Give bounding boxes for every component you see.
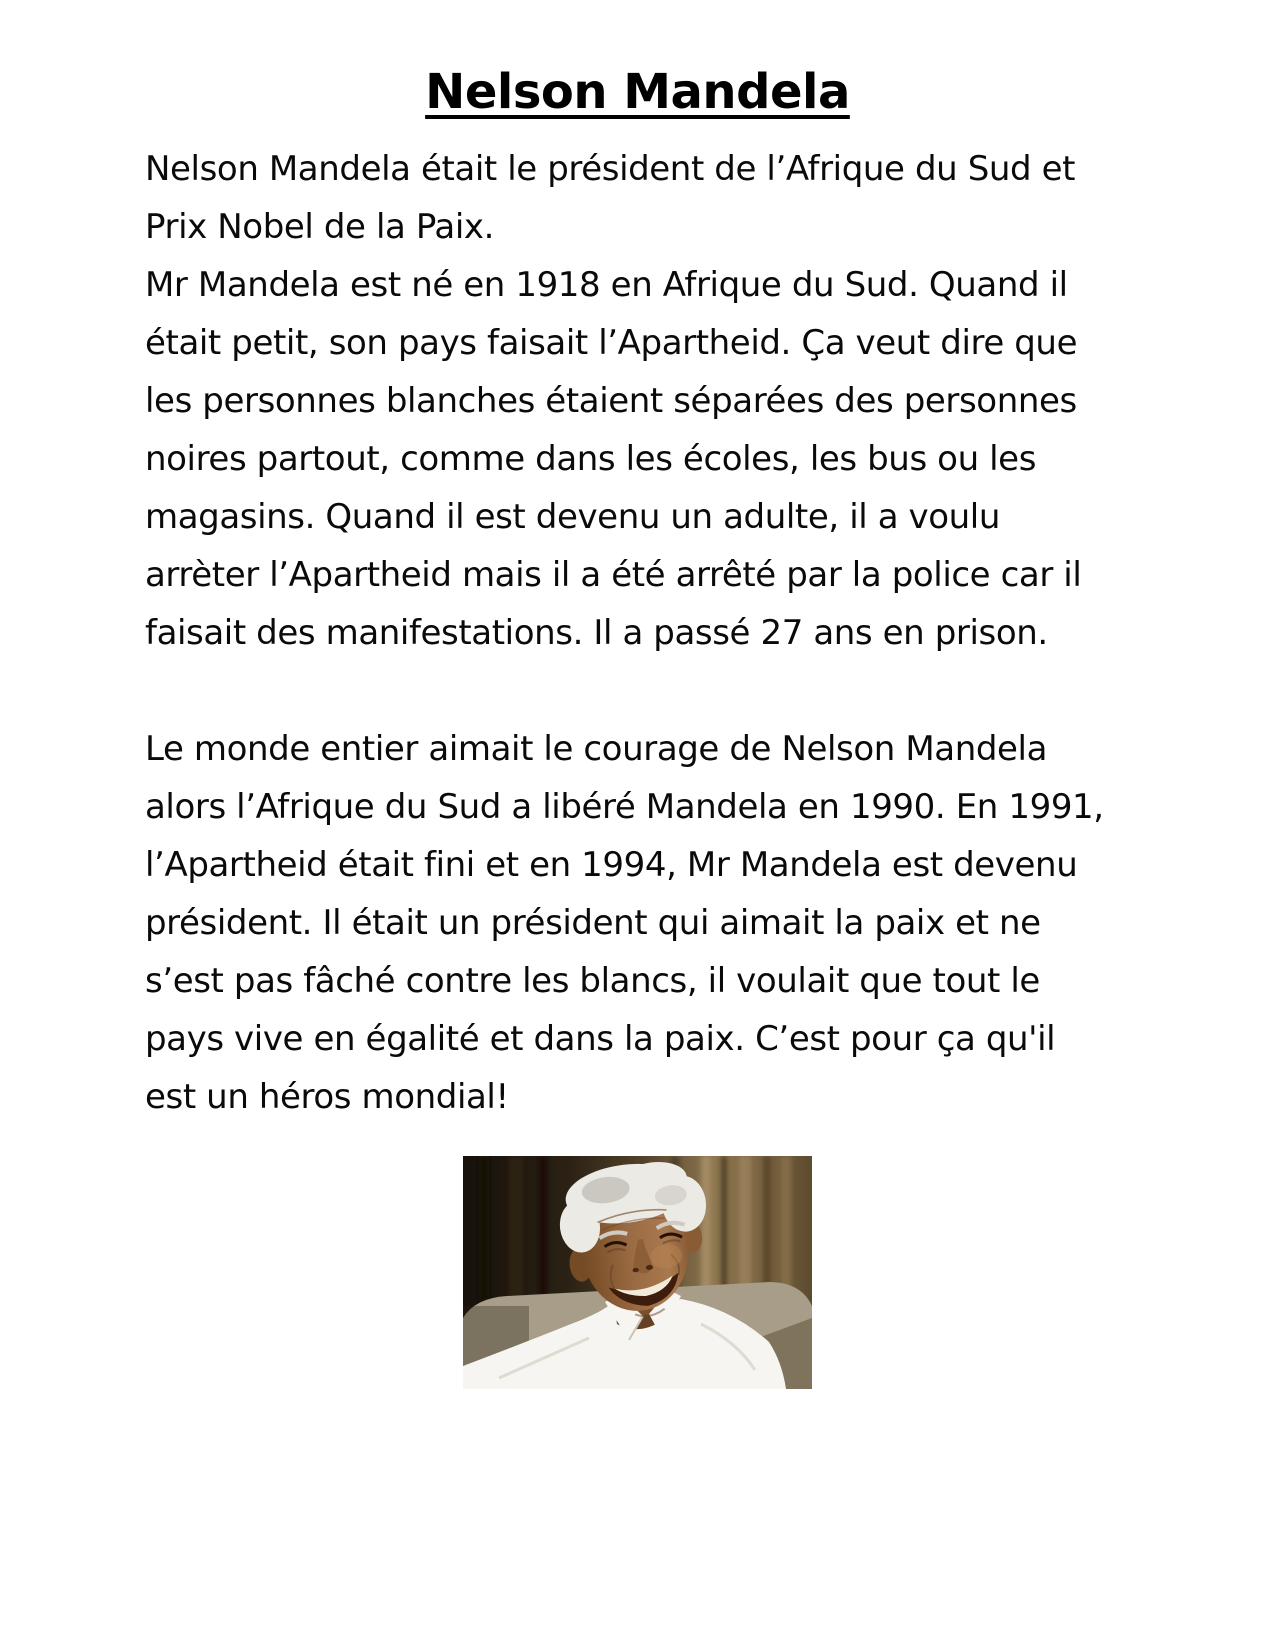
- text-line: noires partout, comme dans les écoles, les bus ou les: [145, 439, 1037, 479]
- text-line: Prix Nobel de la Paix.: [145, 207, 495, 247]
- text-line: alors l’Afrique du Sud a libéré Mandela en 1990. En 1991,: [145, 787, 1104, 827]
- text-line: président. Il était un président qui aimait la paix et ne: [145, 903, 1041, 943]
- text-line: faisait des manifestations. Il a passé 27 ans en prison.: [145, 613, 1048, 653]
- text-line: Le monde entier aimait le courage de Nelson Mandela: [145, 729, 1048, 769]
- text-line: était petit, son pays faisait l’Apartheid. Ça veut dire que: [145, 323, 1078, 363]
- text-line: est un héros mondial!: [145, 1077, 509, 1117]
- body-text: [145, 140, 1155, 1126]
- mandela-photo-graphic: [463, 1156, 812, 1389]
- blank-line: [145, 662, 1155, 720]
- mandela-photo: [463, 1156, 812, 1389]
- text-line: Nelson Mandela était le président de l’Afrique du Sud et: [145, 149, 1076, 189]
- text-line: magasins. Quand il est devenu un adulte, il a voulu: [145, 497, 1001, 537]
- text-line: s’est pas fâché contre les blancs, il voulait que tout le: [145, 961, 1040, 1001]
- page-title: Nelson Mandela: [425, 64, 850, 120]
- text-line: Mr Mandela est né en 1918 en Afrique du Sud. Quand il: [145, 265, 1068, 305]
- text-line: les personnes blanches étaient séparées des personnes: [145, 381, 1077, 421]
- text-line: pays vive en égalité et dans la paix. C’est pour ça qu'il: [145, 1019, 1056, 1059]
- text-line: arrèter l’Apartheid mais il a été arrêté par la police car il: [145, 555, 1082, 595]
- text-line: l’Apartheid était fini et en 1994, Mr Mandela est devenu: [145, 845, 1078, 885]
